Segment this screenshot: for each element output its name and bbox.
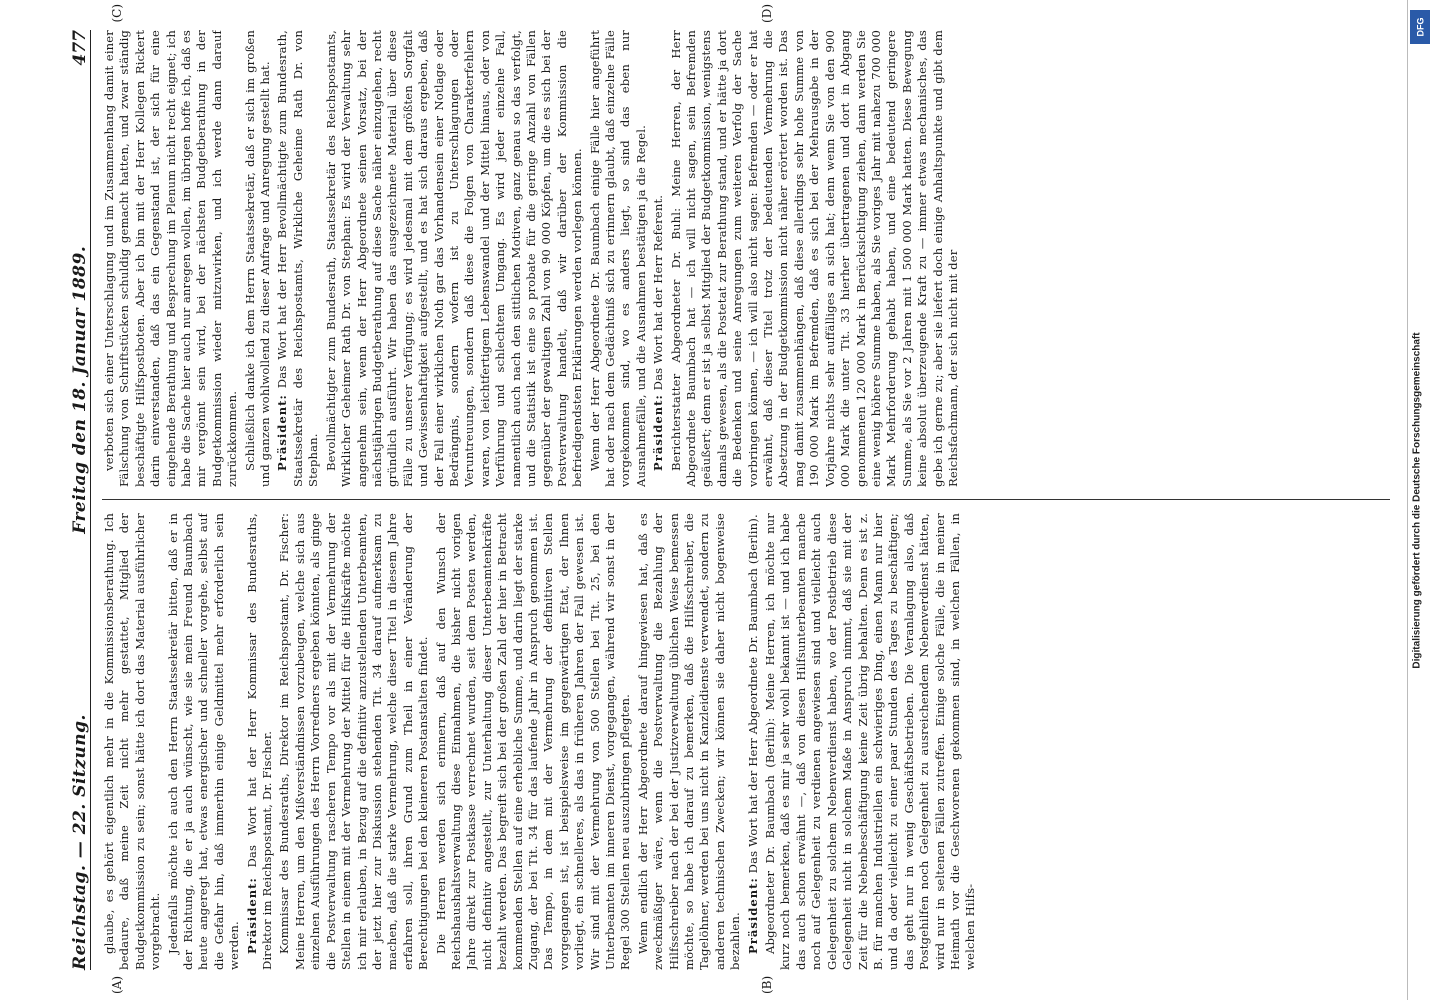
paragraph	[763, 513, 979, 970]
speaker-label: Präsident:	[244, 877, 259, 954]
page-header	[60, 30, 91, 970]
left-column	[102, 513, 1390, 970]
paragraph-text: Das Wort hat der Herr Bevollmächtigte zum Bundesrath, Staatssekretär des Reichspostamts, Wirkliche Geheime Rath Dr. von Stephan.	[275, 30, 321, 487]
paragraph	[102, 513, 164, 970]
credit-text: Digitalisierung gefördert durch die Deutsche Forschungsgemeinschaft	[1411, 331, 1423, 669]
paragraph-text: Schließlich danke ich dem Herrn Staatssekretär, daß er sich im großen und ganzen wohlwollend zu dieser Anfrage und Anregung gestellt hat.	[242, 30, 273, 487]
speaker-label: Präsident:	[651, 394, 666, 471]
paragraph-text: Bevollmächtigter zum Bundesrath, Staatssekretär des Reichspostamts, Wirklicher Geheimer Rath Dr. von Stephan: Es wird der Verwaltung sehr angenehm sein, wenn der Herr Abgeordnete seinen Vorsatz, bei der nächstjährigen Budgetberathung auf diese Sache näher einzugehen, recht gründlich ausführt. Wir haben das ausgezeichnete Material über diese Fälle zu unserer Verfügung; es wird jedesmal mit dem größten Sorgfalt und Gewissenhaftigkeit aufgestellt, und es hat sich daraus ergeben, daß der Fall einer wirklichen Noth gar das Vorhandensein einer Notlage oder Bedrängnis, sondern wofern ist zu Unterschlagungen oder Veruntreuungen, sondern daß diese die Folgen von Charakterfehlern waren, von leichtfertigem Lebenswandel und der Mittel hinaus, oder von Verführung und schlechtem Umgang. Es wird jeder einzelne Fall, namentlich auch nach den sittlichen Motiven, ganz genau so das verfolgt, und die Statistik ist eine so probate für die geringe Anzahl von Fällen gegenüber der gewaltigen Zahl von 90 000 Köpfen, um die es sich bei der Postverwaltung handelt, daß wir darüber der Kommission die befriedigendsten Erklärungen werden vorlegen können.	[323, 30, 585, 487]
paragraph-text: Das Wort hat der Herr Kommissar des Bundesraths, Direktor im Reichspostamt, Dr. Fischer.	[244, 513, 275, 970]
paragraph-text: Kommissar des Bundesraths, Direktor im Reichspostamt, Dr. Fischer: Meine Herren, um den Mißverständnissen vorzubeugen, welche sich aus einzelnen Ausführungen des Herrn Vorredners ergeben könnten, als ginge die Postverwaltung rascheren Tempo vor als mit der Vermehrung der Stellen in einem mit der Vermehrung der Mittel für die Hilfskräfte möchte ich mir erlauben, in Bezug auf die definitiv anzustellenden Unterbeamten, der jetzt hier zur Diskussion stehenden Tit. 34 darauf aufmerksam zu machen, daß die starke Vermehrung, welche dieser Titel in diesem Jahre erfahren soll, ihren Grund zum Theil in einer Veränderung der Berechtigungen bei den kleineren Postanstalten findet.	[277, 513, 431, 970]
paragraph-text: Abgeordneter Dr. Baumbach (Berlin): Meine Herren, ich möchte nur kurz noch bemerken, daß es mir ja sehr wohl bekannt ist — und ich habe das auch schon erwähnt —, daß von diesen Hilfsunterbeamten manche noch auf Gelegenheit zu verdienen angewiesen sind und vielleicht auch Gelegenheit zu solchem Nebenverdienst haben, wo der Postbetrieb diese Gelegenheit nicht in solchem Maße in Anspruch nimmt, daß sie mit der Zeit für die Nebenbeschäftigung keine Zeit übrig behalten. Denn es ist z. B. für manchen Industriellen ein schwieriges Ding, einen Mann nur hier und da oder vielleicht zu einer paar Stunden des Tages zu beschäftigen; das geht nur in wenig Geschäftsbetrieben. Die Veranlagung also, daß Postgehilfen noch Gelegenheit zu ausreichendem Nebenverdienst hätten, wird nur in seltenen Fällen zutreffen. Einige solche Fälle, die in meiner Heimath vor die Geschworenen gekommen sind, in welchen Fällen, in welchen Hilfs-	[763, 513, 978, 970]
paragraph	[651, 30, 666, 487]
margin-marker-b: (B)	[760, 975, 774, 994]
paragraph	[166, 513, 243, 970]
paragraph	[746, 513, 761, 970]
right-column-text	[102, 30, 961, 487]
text-columns	[102, 30, 1390, 970]
paragraph	[102, 30, 241, 487]
page-number: 477	[70, 30, 90, 66]
paragraph-text: Die Herren werden sich erinnern, daß auf den Wunsch der Reichshaushaltsverwaltung diese Einnahmen, die bisher nicht vorigen Jahre direkt zur Postkasse verrechnet wurden, seit dem Posten werden, nicht definitiv angestellt, zur Unterhaltung dieser Unterbeamtenkräfte bezahlt werden. Das begreift sich bei der großen Zahl der hier in Betracht kommenden Stellen auf eine erhebliche Summe, und darin liegt der starke Zugang, der bei Tit. 34 für das laufende Jahr in Anspruch genommen ist. Das Tempo, in dem mit der Vermehrung der definitiven Stellen vorgegangen ist, ist beispielsweise im gegenwärtigen Etat, der Ihnen vorliegt, ein schnelleres, als das in früheren Jahren der Fall gewesen ist. Wir sind mit der Vermehrung von 500 Stellen bei Tit. 25, bei den Unterbeamten im inneren Dienst, vorgegangen, während wir sonst in der Regel 300 Stellen neu auszubringen pflegten.	[433, 513, 633, 970]
speaker-label: Präsident:	[745, 877, 760, 954]
header-session: Reichstag. — 22. Sitzung.	[70, 714, 90, 970]
paragraph	[636, 513, 744, 970]
header-date: Freitag den 18. Januar 1889.	[70, 245, 90, 534]
paragraph	[324, 30, 586, 487]
paragraph-text: Das Wort hat der Herr Referent.	[651, 194, 666, 395]
margin-marker-a: (A)	[110, 975, 124, 994]
paragraph	[243, 30, 274, 487]
paragraph	[275, 30, 321, 487]
paragraph-text: glaube, es gehört eigentlich mehr in die Kommissionsberathung. Ich bedaure, daß meine Zeit nicht mehr gestattet, Mitglied der Budgetkommission zu sein; sonst hätte ich dort das Material ausführlicher vorgebracht.	[102, 513, 163, 970]
paragraph	[277, 513, 431, 970]
digitization-credit	[1406, 0, 1428, 1000]
paragraph	[588, 30, 650, 487]
speaker-label: Präsident:	[275, 394, 290, 471]
paragraph	[434, 513, 634, 970]
right-column	[102, 30, 1390, 487]
paragraph-text: Das Wort hat der Herr Abgeordnete Dr. Baumbach (Berlin).	[745, 514, 760, 878]
paragraph-text: Jedenfalls möchte ich auch den Herrn Staatssekretär bitten, daß er in der Richtung, die er ja auch wünscht, wie sie mein Freund Baumbach heute angeregt hat, etwas energischer und schneller vorgehe, selbst auf die Gefahr hin, daß immerhin einige Geldmittel mehr erforderlich sein werden.	[165, 513, 242, 970]
dfg-logo-text: DFG	[1415, 17, 1425, 37]
paragraph-text: Berichterstatter Abgeordneter Dr. Buhl: Meine Herren, der Herr Abgeordnete Baumbach hat — ich will nicht sagen, sein Befremden geäußert; denn er ist ja selbst Mitglied der Budgetkommission, wenigstens damals gewesen, als die Postetat zur Berathung stand, und er hätte ja dort die Bedenken und seine Anregungen zum weiteren Verfolg der Sache vorbringen können, — ich will also nicht sagen: Befremden — oder er hat erwähnt, daß dieser Titel trotz der bedeutenden Vermehrung die Absetzung in der Budgetkommission nicht näher erörtert worden ist. Das mag damit zusammenhängen, daß diese allerdings sehr hohe Summe von 190 000 Mark im Befremden, daß es sich bei der Mehrausgabe in der Vorjahre nichts sehr auffälliges an sich hat; denn wenn Sie von den 900 000 Mark die unter Tit. 33 hierher übertragenen und dort in Abgang genommenen 120 000 Mark in Berücksichtigung ziehen, dann werden Sie eine wenig höhere Summe haben, als Sie voriges Jahr mit nahezu 700 000 Mark Mehrforderung gehabt haben, und eine bedeutend geringere Summe, als Sie vor 2 Jahren mit 1 500 000 Mark hatten. Diese Bewegung keine absolut überzeugende Kraft zu — immer etwas mechanisches, das gebe ich gerne zu; aber sie liefert doch einige Anhaltspunkte und gibt dem Reichsfachmann, der sich nicht mit der	[668, 30, 960, 487]
margin-marker-d: (D)	[760, 4, 774, 23]
paragraph	[669, 30, 962, 487]
left-column-text	[102, 513, 979, 970]
paragraph-text: Wenn der Herr Abgeordnete Dr. Baumbach einige Fälle hier angeführt hat oder nach dem Gedächtniß sich zu erinnern glaubt, daß einzelne Fälle vorgekommen sind, wo es anders liegt, so sind das eben nur Ausnahmefälle, und die Ausnahmen bestätigen ja die Regel.	[587, 30, 648, 487]
margin-marker-c: (C)	[110, 4, 124, 23]
paragraph-text: verboten sich einer Unterschlagung und im Zusammenhang damit einer Fälschung von Schriftstücken schuldig gemacht hatten, und zwar ständig beschäftigte Hilfspostboten. Aber ich bin mit der Herr Kollegen Rickert darin einverstanden, daß das ein Gegenstand ist, der sich für eine eingehende Berathung und Besprechung im Plenum nicht recht eignet; ich habe die Sache hier auch nur anregen wollen, im übrigen hoffe ich, daß es mir vergönnt sein wird, bei der nächsten Budgetberathung in der Budgetkommission wieder mitzuwirken, und ich werde dann darauf zurückkommen.	[102, 30, 240, 487]
paragraph-text: Wenn endlich der Herr Abgeordnete darauf hingewiesen hat, daß es zweckmäßiger wäre, wenn die Postverwaltung die Bezahlung der Hilfsschreiber nach der bei der Justizverwaltung üblichen Weise bemessen möchte, so habe ich darauf zu bemerken, daß die Hilfsschreiber, die Tagelöhner, werden bei uns nicht in Kanzleidienste verwendet, sondern zu anderen technischen Zwecken; wir können sie daher nicht bogenweise bezahlen.	[635, 513, 743, 970]
paragraph	[245, 513, 276, 970]
